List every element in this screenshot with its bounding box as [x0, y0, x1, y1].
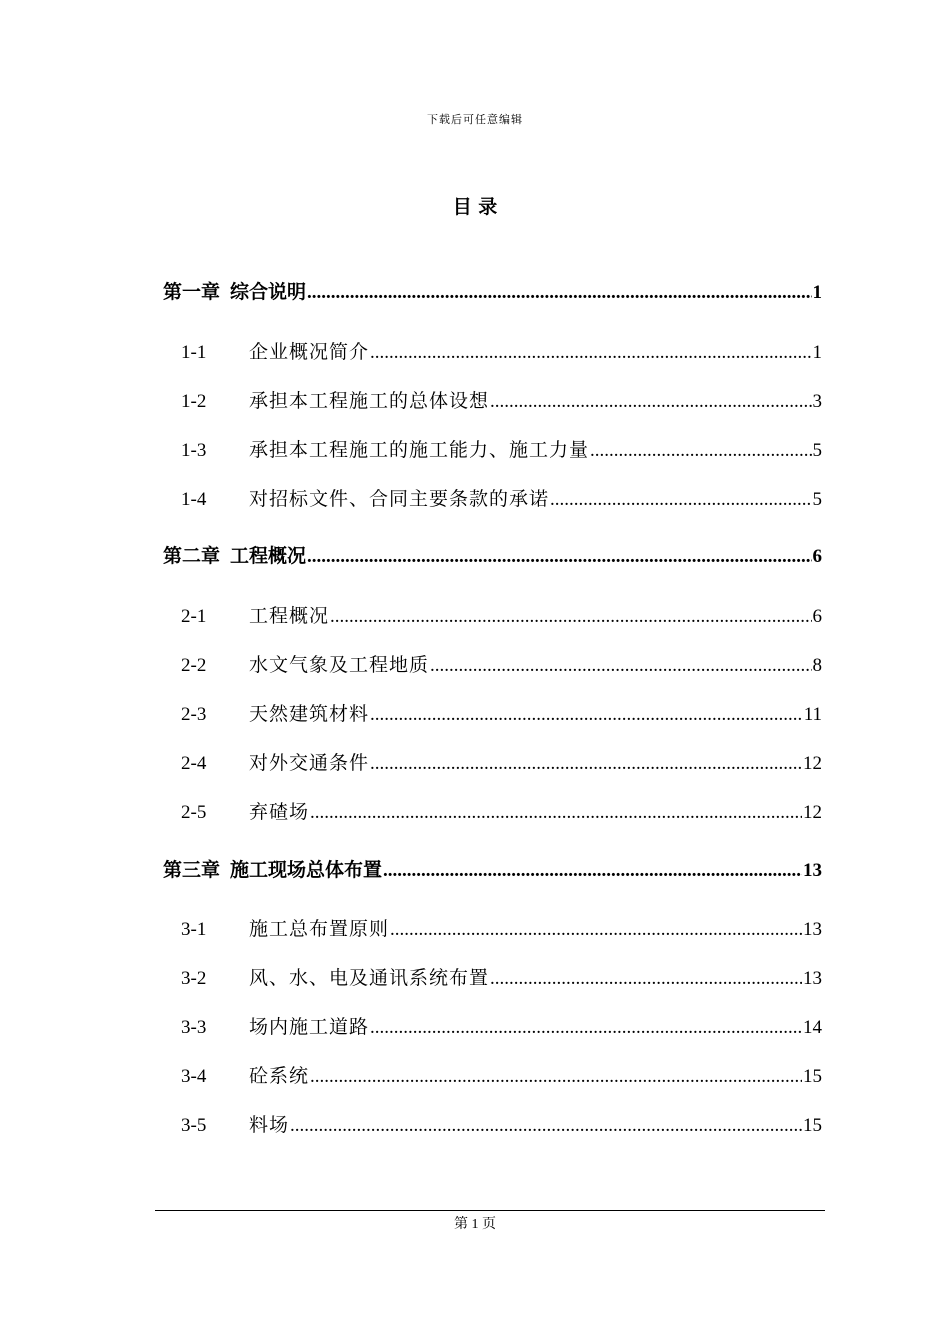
toc-title-text: 施工现场总体布置 — [230, 859, 383, 881]
leader-dots — [370, 704, 803, 726]
toc-title-text: 工程概况 — [249, 605, 330, 627]
leader-dots — [430, 655, 811, 677]
leader-dots — [490, 391, 811, 413]
toc-page-number: 1 — [812, 282, 822, 303]
toc-title-text: 企业概况简介 — [249, 341, 370, 363]
header-note: 下载后可任意编辑 — [427, 113, 523, 126]
toc-title-text: 天然建筑材料 — [249, 703, 370, 725]
toc-page-number: 12 — [803, 802, 822, 823]
toc-page-number: 5 — [812, 489, 822, 510]
toc-section-1-2[interactable] — [181, 386, 822, 413]
toc-number: 第三章 — [163, 859, 221, 881]
leader-dots — [370, 1017, 802, 1039]
toc-title-text: 对外交通条件 — [249, 752, 370, 774]
toc-title-text: 综合说明 — [230, 281, 307, 303]
toc-page-number: 6 — [812, 546, 822, 567]
toc-chapter-2[interactable] — [163, 541, 822, 568]
toc-title-text: 水文气象及工程地质 — [249, 654, 430, 676]
toc-page-number: 13 — [803, 919, 822, 940]
toc-chapter-3[interactable] — [163, 855, 822, 882]
toc-section-2-4[interactable] — [181, 748, 822, 775]
toc-section-3-1[interactable] — [181, 914, 822, 941]
toc-page-number: 15 — [803, 1115, 822, 1136]
leader-dots — [310, 1066, 802, 1088]
toc-number: 第二章 — [163, 545, 221, 567]
toc-number: 1-1 — [181, 342, 207, 363]
toc-section-2-2[interactable] — [181, 650, 822, 677]
toc-title-text: 料场 — [249, 1114, 290, 1136]
toc-number: 3-3 — [181, 1017, 207, 1038]
toc-section-3-3[interactable] — [181, 1012, 822, 1039]
toc-title-text: 施工总布置原则 — [249, 918, 390, 940]
toc-number: 2-3 — [181, 704, 207, 725]
toc-number: 3-2 — [181, 968, 207, 989]
toc-number: 3-4 — [181, 1066, 207, 1087]
toc-number: 2-1 — [181, 606, 207, 627]
toc-page-number: 12 — [803, 753, 822, 774]
toc-number: 2-4 — [181, 753, 207, 774]
toc-title-text: 场内施工道路 — [249, 1016, 370, 1038]
toc-number: 2-2 — [181, 655, 207, 676]
toc-number: 3-5 — [181, 1115, 207, 1136]
leader-dots — [550, 489, 811, 511]
toc-page-number: 13 — [803, 860, 822, 881]
toc-number: 1-2 — [181, 391, 207, 412]
toc-section-3-5[interactable] — [181, 1110, 822, 1137]
toc-section-1-1[interactable] — [181, 337, 822, 364]
toc-section-1-3[interactable] — [181, 435, 822, 462]
toc-number: 1-3 — [181, 440, 207, 461]
toc-title-text: 对招标文件、合同主要条款的承诺 — [249, 488, 550, 510]
toc-page-number: 11 — [803, 704, 822, 725]
leader-dots — [590, 440, 811, 462]
toc-page-number: 1 — [812, 342, 822, 363]
leader-dots — [330, 606, 811, 628]
leader-dots — [307, 546, 811, 568]
toc-section-2-1[interactable] — [181, 601, 822, 628]
toc-section-2-3[interactable] — [181, 699, 822, 726]
toc-number: 3-1 — [181, 919, 207, 940]
toc-section-1-4[interactable] — [181, 484, 822, 511]
leader-dots — [490, 968, 802, 990]
leader-dots — [307, 282, 811, 304]
toc-number: 1-4 — [181, 489, 207, 510]
toc-page-number: 15 — [803, 1066, 822, 1087]
toc-title-text: 弃碴场 — [249, 801, 310, 823]
leader-dots — [310, 802, 802, 824]
leader-dots — [370, 342, 811, 364]
toc-number: 第一章 — [163, 281, 221, 303]
footer-page-number: 第 1 页 — [454, 1217, 496, 1232]
toc-title-text: 工程概况 — [230, 545, 307, 567]
leader-dots — [383, 860, 802, 882]
toc-title-text: 风、水、电及通讯系统布置 — [249, 967, 490, 989]
toc-section-3-4[interactable] — [181, 1061, 822, 1088]
leader-dots — [390, 919, 802, 941]
leader-dots — [290, 1115, 802, 1137]
toc-page-number: 13 — [803, 968, 822, 989]
toc-chapter-1[interactable] — [163, 277, 822, 304]
toc-section-2-5[interactable] — [181, 797, 822, 824]
toc-page-number: 14 — [803, 1017, 822, 1038]
toc-title-text: 承担本工程施工的施工能力、施工力量 — [249, 439, 590, 461]
toc-page-number: 6 — [812, 606, 822, 627]
toc-page-number: 8 — [812, 655, 822, 676]
toc-page-number: 5 — [812, 440, 822, 461]
toc-title-text: 砼系统 — [249, 1065, 310, 1087]
toc-title-text: 承担本工程施工的总体设想 — [249, 390, 490, 412]
toc-number: 2-5 — [181, 802, 207, 823]
footer-divider — [155, 1210, 825, 1211]
toc-section-3-2[interactable] — [181, 963, 822, 990]
toc-page-number: 3 — [812, 391, 822, 412]
toc-title: 目 录 — [452, 196, 498, 218]
leader-dots — [370, 753, 802, 775]
